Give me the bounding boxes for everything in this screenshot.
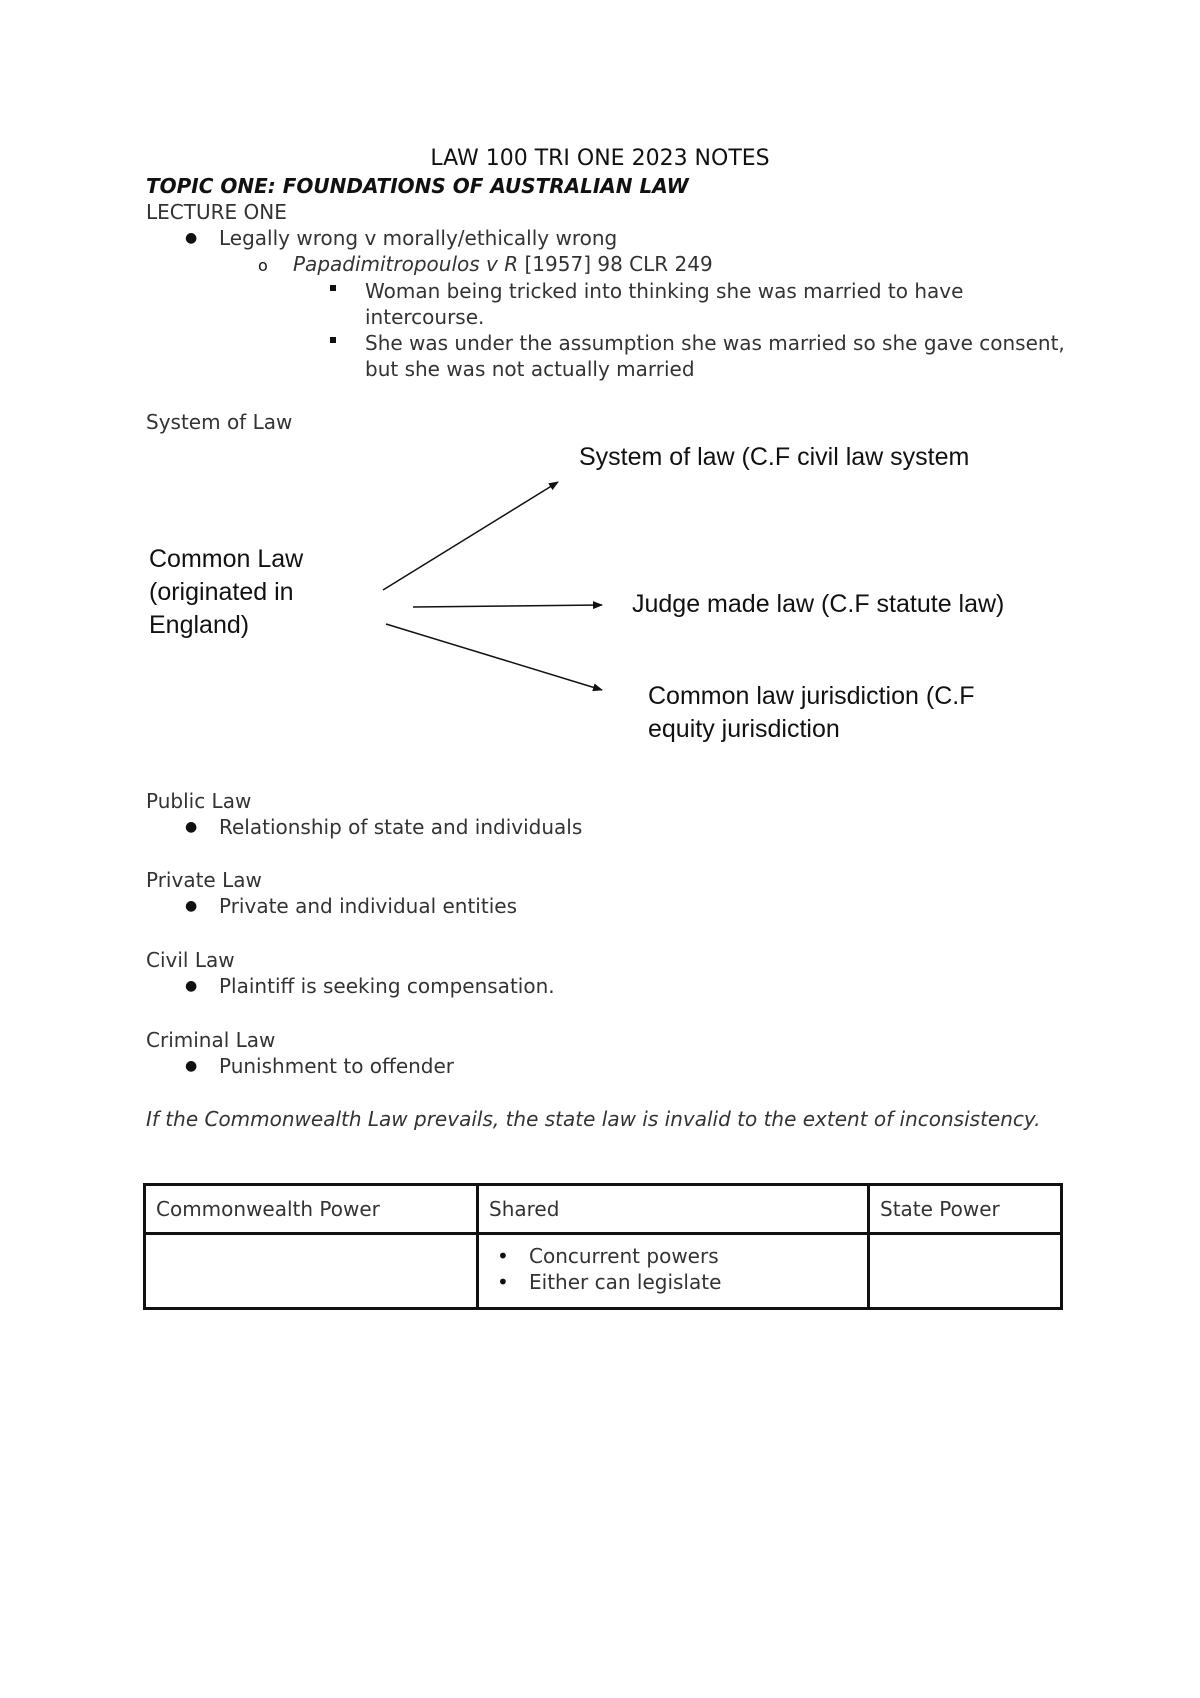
shared-item-concurrent-powers: • Concurrent powers [489,1243,857,1269]
bullet-icon: ● [185,230,198,246]
note-legally-wrong: Legally wrong v morally/ethically wrong [219,226,618,250]
bullet-icon: ● [185,898,198,914]
diagram-target-judge-made-law: Judge made law (C.F statute law) [632,590,1005,618]
case-citation: [1957] 98 CLR 249 [518,252,713,276]
shared-item-either-can-legislate: • Either can legislate [489,1269,857,1295]
diagram-source-line-1: Common Law [149,545,304,573]
diagram-arrows [0,0,1200,760]
topic-heading: TOPIC ONE: FOUNDATIONS OF AUSTRALIAN LAW [146,174,689,198]
case-detail-1-line-2: intercourse. [365,305,485,329]
sub-bullet-marker: o [258,256,268,275]
lecture-heading: LECTURE ONE [146,200,287,224]
system-of-law-diagram [0,0,1200,760]
criminal-law-point: Punishment to offender [219,1054,455,1078]
case-detail-1-line-1: Woman being tricked into thinking she was married to have [365,279,964,303]
diagram-target-jurisdiction-line-2: equity jurisdiction [648,715,840,743]
case-detail-2-line-2: but she was not actually married [365,357,695,381]
bullet-icon: ● [185,1058,198,1074]
public-law-heading: Public Law [146,789,252,813]
public-law-point: Relationship of state and individuals [219,815,583,839]
shared-list [489,1243,857,1295]
header-shared: Shared [478,1185,869,1234]
header-state-power: State Power [869,1185,1062,1234]
diagram-source-line-2: (originated in [149,578,294,606]
criminal-law-heading: Criminal Law [146,1028,276,1052]
state-power-cell [869,1234,1062,1309]
bullet-icon: ● [185,978,198,994]
table-header-row [145,1185,1062,1234]
case-detail-2-line-1: She was under the assumption she was married so she gave consent, [365,331,1065,355]
arrow-to-judge-made-law [413,605,602,607]
shared-cell [478,1234,869,1309]
case-name: Papadimitropoulos v R [293,252,519,276]
header-commonwealth-power: Commonwealth Power [145,1185,478,1234]
arrow-to-system-of-law [383,482,558,590]
diagram-source-line-3: England) [149,611,250,639]
arrow-to-jurisdiction [386,624,602,690]
inconsistency-note: If the Commonwealth Law prevails, the state law is invalid to the extent of inconsistency. [146,1107,1041,1131]
civil-law-point: Plaintiff is seeking compensation. [219,974,555,998]
private-law-point: Private and individual entities [219,894,517,918]
system-of-law-heading: System of Law [146,410,293,434]
civil-law-heading: Civil Law [146,948,235,972]
private-law-heading: Private Law [146,868,262,892]
table-row [145,1234,1062,1309]
powers-table [143,1183,1063,1310]
commonwealth-power-cell [145,1234,478,1309]
document-title: LAW 100 TRI ONE 2023 NOTES [430,146,770,171]
diagram-target-jurisdiction-line-1: Common law jurisdiction (C.F [648,682,975,710]
bullet-icon: ● [185,819,198,835]
diagram-target-system-of-law: System of law (C.F civil law system [579,443,970,471]
